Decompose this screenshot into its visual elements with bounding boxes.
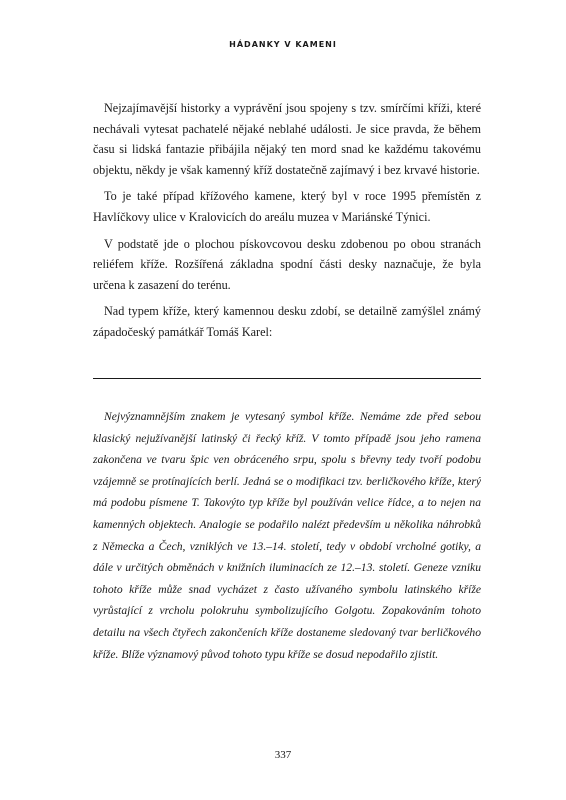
page-number: 337 bbox=[274, 749, 292, 761]
main-text bbox=[93, 98, 481, 349]
paragraph: To je také případ křížového kamene, který byl v roce 1995 přemístěn z Havlíčkovy ulice v Kralovicích do areálu muzea v Mariánské Týnici. bbox=[93, 189, 481, 224]
running-head: HÁDANKY V KAMENI bbox=[229, 40, 337, 49]
horizontal-rule bbox=[93, 378, 481, 379]
paragraph: Nejzajímavější historky a vyprávění jsou spojeny s tzv. smírčími kříži, které nechávali vytesat pachatelé nějaké neblahé události. Je sice pravda, že během času si lidská fantazie přibájila nějaký ten mord snad ke každému takovému objektu, někdy je však kamenný kříž dostatečně zajímavý i bez krvavé historie. bbox=[93, 101, 481, 177]
quoted-passage: Nejvýznamnějším znakem je vytesaný symbol kříže. Nemáme zde před sebou klasický nejužívanější latinský či řecký kříž. V tomto případě jsou jeho ramena zakončena ve tvaru špic ven obráceného srpu, spolu s břevny tedy tvoří podobu vzájemně se protínajících berlí. Jedná se o modifikaci tzv. berličkového kříže, který má podobu písmene T. Takovýto typ kříže byl používán velice řídce, a to nejen na kamenných objektech. Analogie se podařilo nalézt především u několika náhrobků z Německa a Čech, vzniklých ve 13.–14. století, tedy v období vrcholné gotiky, a dále v určitých obměnách v knižních iluminacích ze 12.–13. století. Geneze vzniku tohoto kříže může snad vycházet z často užívaného symbolu latinského kříže vyrůstající z vrcholu polokruhu symbolizujícího Golgotu. Zopakováním tohoto detailu na všech čtyřech zakončeních kříže dostaneme sledovaný tvar berličkového kříže. Blíže významový původ tohoto typu kříže se dosud nepodařilo zjistit. bbox=[93, 410, 481, 661]
paragraph: Nad typem kříže, který kamennou desku zdobí, se detailně zamýšlel známý západočeský památkář Tomáš Karel: bbox=[93, 304, 481, 339]
paragraph: V podstatě jde o plochou pískovcovou desku zdobenou po obou stranách reliéfem kříže. Rozšířená základna spodní části desky naznačuje, že byla určena k zasazení do terénu. bbox=[93, 236, 481, 292]
